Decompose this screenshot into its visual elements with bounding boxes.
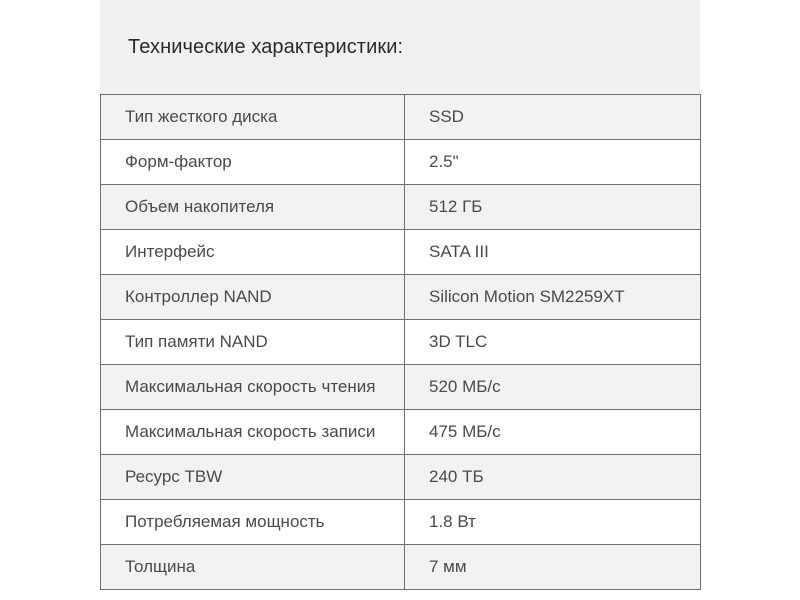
spec-value: SSD	[405, 95, 701, 140]
spec-value: 7 мм	[405, 545, 701, 590]
table-row	[101, 410, 701, 455]
spec-value: 520 МБ/с	[405, 365, 701, 410]
spec-value: 475 МБ/с	[405, 410, 701, 455]
spec-value: 512 ГБ	[405, 185, 701, 230]
spec-value: 2.5"	[405, 140, 701, 185]
spec-label: Тип жесткого диска	[101, 95, 405, 140]
spec-header	[100, 0, 700, 94]
spec-label: Форм-фактор	[101, 140, 405, 185]
table-row	[101, 320, 701, 365]
spec-value: SATA III	[405, 230, 701, 275]
spec-label: Ресурс TBW	[101, 455, 405, 500]
spec-value: Silicon Motion SM2259XT	[405, 275, 701, 320]
spec-label: Интерфейс	[101, 230, 405, 275]
spec-label: Максимальная скорость чтения	[101, 365, 405, 410]
spec-label: Тип памяти NAND	[101, 320, 405, 365]
spec-card	[100, 0, 700, 600]
table-row	[101, 500, 701, 545]
spec-label: Толщина	[101, 545, 405, 590]
table-row	[101, 140, 701, 185]
table-row	[101, 545, 701, 590]
spec-value: 1.8 Вт	[405, 500, 701, 545]
spec-label: Объем накопителя	[101, 185, 405, 230]
table-row	[101, 95, 701, 140]
spec-title: Технические характеристики:	[128, 35, 404, 58]
spec-table	[100, 94, 701, 590]
table-row	[101, 275, 701, 320]
spec-label: Потребляемая мощность	[101, 500, 405, 545]
table-row	[101, 365, 701, 410]
spec-value: 240 ТБ	[405, 455, 701, 500]
table-row	[101, 230, 701, 275]
table-row	[101, 455, 701, 500]
spec-label: Максимальная скорость записи	[101, 410, 405, 455]
spec-label: Контроллер NAND	[101, 275, 405, 320]
spec-value: 3D TLC	[405, 320, 701, 365]
table-row	[101, 185, 701, 230]
